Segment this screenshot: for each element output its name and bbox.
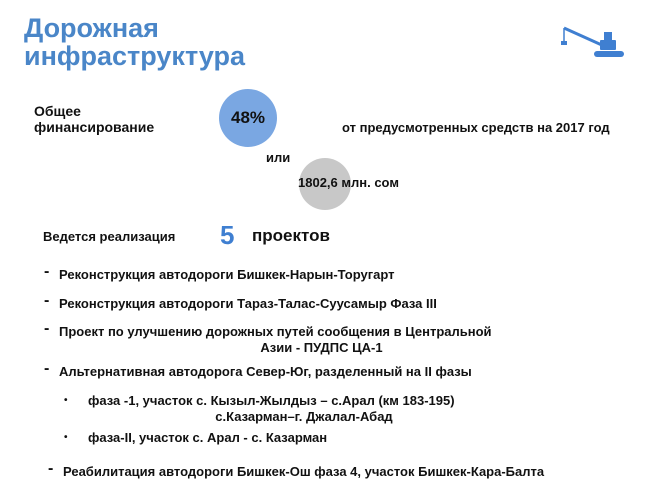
financing-label xyxy=(34,103,154,135)
list-item xyxy=(44,320,584,356)
list-item-text: Реконструкция автодороги Тараз-Талас-Суусамыр Фаза III xyxy=(59,296,437,311)
financing-note: от предусмотренных средств на 2017 год xyxy=(342,120,610,135)
projects-prefix: Ведется реализация xyxy=(43,229,176,244)
sub-item-text-line2: с.Казарман–г. Джалал-Абад xyxy=(215,409,393,424)
list-item-text: Альтернативная автодорога Север-Юг, разделенный на II фазы xyxy=(59,364,472,379)
list-dash: - xyxy=(44,320,50,337)
list-dash: - xyxy=(44,292,50,309)
financing-percent: 48% xyxy=(230,108,266,127)
sub-list-item xyxy=(64,393,544,425)
sub-list-item xyxy=(64,430,327,446)
list-dash: - xyxy=(48,460,54,477)
list-item xyxy=(44,292,437,312)
sub-item-text: фаза -1, участок с. Кызыл-Жылдыз – с.Арал (км 183-195) xyxy=(88,393,455,408)
bullet-icon: • xyxy=(64,395,68,406)
or-text: или xyxy=(266,150,291,165)
projects-count: 5 xyxy=(220,220,235,250)
financing-label-line1: Общее xyxy=(34,103,81,119)
list-dash: - xyxy=(44,360,50,377)
page-title-line2: инфраструктура xyxy=(24,41,246,71)
list-item xyxy=(44,360,472,380)
list-item-text: Проект по улучшению дорожных путей сообщения в Центральной xyxy=(59,324,492,339)
list-item-text-line2: Азии - ПУДПС ЦА-1 xyxy=(260,340,383,355)
page-title xyxy=(24,14,245,70)
sub-item-text: фаза-II, участок с. Арал - с. Казарман xyxy=(88,430,328,445)
financing-amount: 1802,6 млн. сом xyxy=(298,175,399,190)
bullet-icon: • xyxy=(64,432,68,443)
page-title-line1: Дорожная xyxy=(24,13,159,43)
financing-label-line2: финансирование xyxy=(34,119,155,135)
crane-icon xyxy=(560,20,626,60)
list-item xyxy=(48,460,545,480)
list-item-text: Реабилитация автодороги Бишкек-Ош фаза 4, участок Бишкек-Кара-Балта xyxy=(63,464,545,479)
list-dash: - xyxy=(44,263,50,280)
percent-circle xyxy=(219,89,277,147)
list-item xyxy=(44,263,395,283)
projects-suffix: проектов xyxy=(252,226,330,245)
list-item-text: Реконструкция автодороги Бишкек-Нарын-Торугарт xyxy=(59,267,395,282)
